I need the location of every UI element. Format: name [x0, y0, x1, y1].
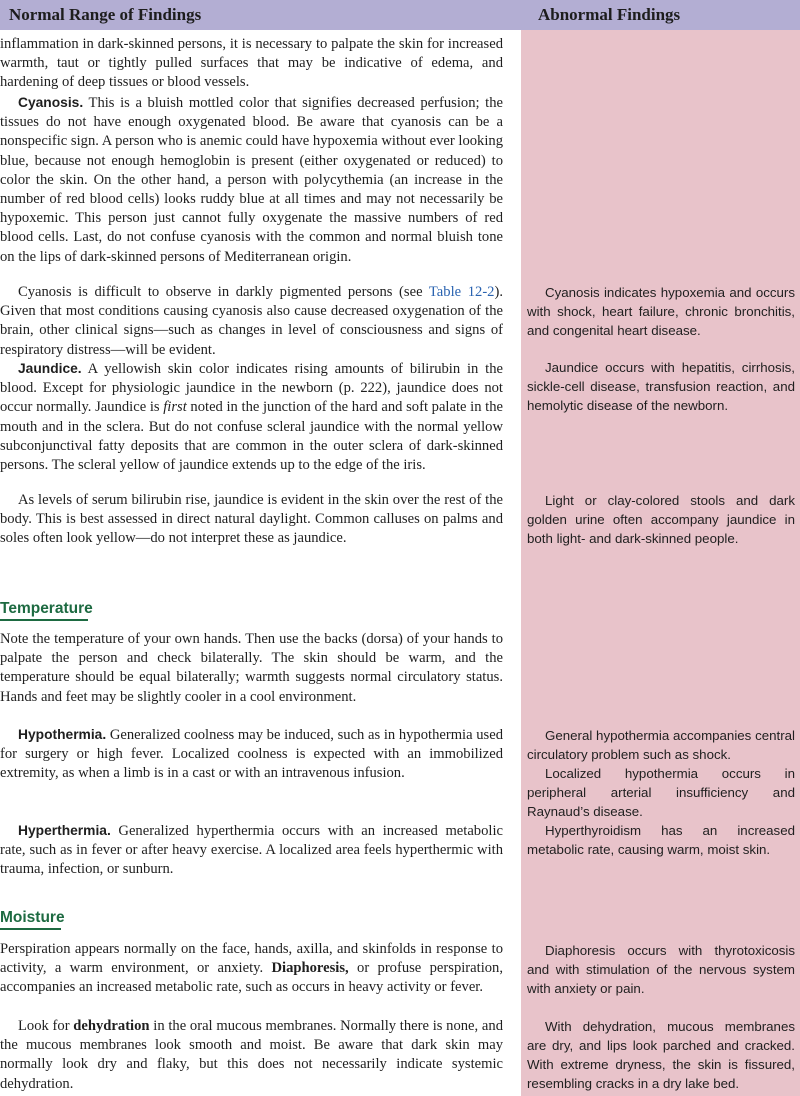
jaundice-emphasis: first — [163, 399, 187, 416]
cyanosis-dark-skin-text-a: Cyanosis is difficult to observe in darkly pigmented persons (see — [18, 284, 429, 300]
moisture-section-title: Moisture — [0, 909, 65, 926]
abnormal-findings-header: Abnormal Findings — [538, 5, 681, 24]
hypothermia-term: Hypothermia. — [18, 727, 107, 742]
jaundice-text-a: A yellowish skin color indicates rising amounts of bilirubin in the blood. Except for physiologic jaundice in the newborn (p. 222), jaundice does not occur normally. Jaundice is — [0, 361, 503, 416]
moisture-title-underline — [0, 928, 61, 930]
jaundice-term: Jaundice. — [18, 361, 82, 376]
bilirubin-paragraph: As levels of serum bilirubin rise, jaundice is evident in the skin over the rest of the body. This is best assessed in direct natural daylight. Common calluses on palms and soles often look yellow—do not interpret these as jaundice. — [0, 492, 503, 547]
hypothermia-paragraph — [0, 725, 503, 784]
cyanosis-term: Cyanosis. — [18, 95, 84, 110]
abnormal-jaundice: Jaundice occurs with hepatitis, cirrhosis, sickle-cell disease, transfusion reaction, and hemolytic disease of the newborn. — [527, 360, 795, 413]
normal-findings-header: Normal Range of Findings — [9, 5, 202, 24]
jaundice-paragraph — [0, 359, 503, 475]
cyanosis-dark-skin-paragraph — [0, 283, 503, 360]
column-header-bar — [0, 0, 800, 30]
dehydration-text-a: Look for — [18, 1018, 74, 1034]
abnormal-findings-column — [521, 30, 800, 1096]
moisture-text-a: Perspiration appears normally on the face, hands, axilla, and skinfolds in response to activity, a warm environment, or anxiety. — [0, 941, 503, 977]
abnormal-localized-hypothermia: Localized hypothermia occurs in peripheral arterial insufficiency and Raynaud’s disease. — [527, 766, 795, 819]
abnormal-hyperthyroidism: Hyperthyroidism has an increased metabolic rate, causing warm, moist skin. — [527, 823, 795, 857]
diaphoresis-term: Diaphoresis, — [271, 960, 349, 977]
hyperthermia-term: Hyperthermia. — [18, 823, 111, 838]
moisture-paragraph — [0, 940, 503, 998]
dehydration-text-b: in the oral mucous membranes. Normally there is none, and the mucous membranes look smooth and moist. Be aware that dark skin may normally look dry and flaky, but this does not necessarily indicate systemic dehydration. — [0, 1018, 503, 1092]
cyanosis-paragraph — [0, 93, 503, 267]
abnormal-dehydration: With dehydration, mucous membranes are dry, and lips look parched and cracked. With extreme dryness, the skin is fissured, resembling cracks in a dry lake bed. — [527, 1019, 795, 1091]
cyanosis-text: This is a bluish mottled color that signifies decreased perfusion; the tissues do not have enough oxygenated blood. Be aware that cyanosis can be a nonspecific sign. A person who is anemic could have hypoxemia without ever looking blue, because not enough hemoglobin is present (either oxygenated or reduced) to color the skin. On the other hand, a person with polycythemia (an increase in the number of red blood cells) looks ruddy blue at all times and may not necessarily be hypoxemic. This person just cannot fully oxygenate the massive numbers of red blood cells. Last, do not confuse cyanosis with the common and normal bluish tone on the lips of dark-skinned persons of Mediterranean origin. — [0, 95, 503, 265]
hyperthermia-text: Generalized hyperthermia occurs with an increased metabolic rate, such as in fever or after heavy exercise. A localized area feels hyperthermic with trauma, infection, or sunburn. — [0, 823, 503, 878]
abnormal-cyanosis: Cyanosis indicates hypoxemia and occurs with shock, heart failure, chronic bronchitis, and congenital heart disease. — [527, 285, 795, 338]
table-12-2-link[interactable]: Table 12-2 — [428, 284, 495, 300]
hyperthermia-paragraph — [0, 821, 503, 880]
temperature-title-underline — [0, 619, 88, 621]
cyanosis-dark-skin-text-b: ). Given that most conditions causing cyanosis also cause decreased oxygenation of the brain, other clinical signs—such as changes in level of consciousness and signs of respiratory distress—will be evident. — [0, 284, 503, 358]
dehydration-paragraph — [0, 1017, 503, 1094]
intro-paragraph: inflammation in dark-skinned persons, it is necessary to palpate the skin for increased warmth, taut or tightly pulled surfaces that may be indicative of edema, and hardening of deep tissues or blood vessels. — [0, 36, 503, 91]
abnormal-general-hypothermia: General hypothermia accompanies central circulatory problem such as shock. — [527, 728, 795, 762]
temperature-section-title: Temperature — [0, 600, 93, 617]
jaundice-text-b: noted in the junction of the hard and soft palate in the mouth and in the sclera. But do not confuse scleral jaundice with the normal yellow subconjunctival fatty deposits that are common in the outer sclera of dark-skinned persons. The scleral yellow of jaundice extends up to the edge of the iris. — [0, 399, 503, 474]
abnormal-stools-urine: Light or clay-colored stools and dark golden urine often accompany jaundice in both light- and dark-skinned people. — [527, 493, 795, 546]
hypothermia-text: Generalized coolness may be induced, such as in hypothermia used for surgery or high fever. Localized coolness is expected with an immobilized extremity, as when a limb is in a cast or with an intravenous infusion. — [0, 727, 503, 782]
dehydration-term: dehydration — [73, 1018, 150, 1034]
abnormal-diaphoresis: Diaphoresis occurs with thyrotoxicosis and with stimulation of the nervous system with anxiety or pain. — [527, 943, 795, 996]
temperature-paragraph: Note the temperature of your own hands. Then use the backs (dorsa) of your hands to palpate the person and check bilaterally. The skin should be warm, and the temperature should be equal bilaterally; warmth suggests normal circulatory status. Hands and feet may be slightly cooler in a cool environment. — [0, 631, 503, 705]
moisture-text-b: or profuse perspiration, accompanies an increased metabolic rate, such as occurs in heavy activity or fever. — [0, 960, 503, 996]
